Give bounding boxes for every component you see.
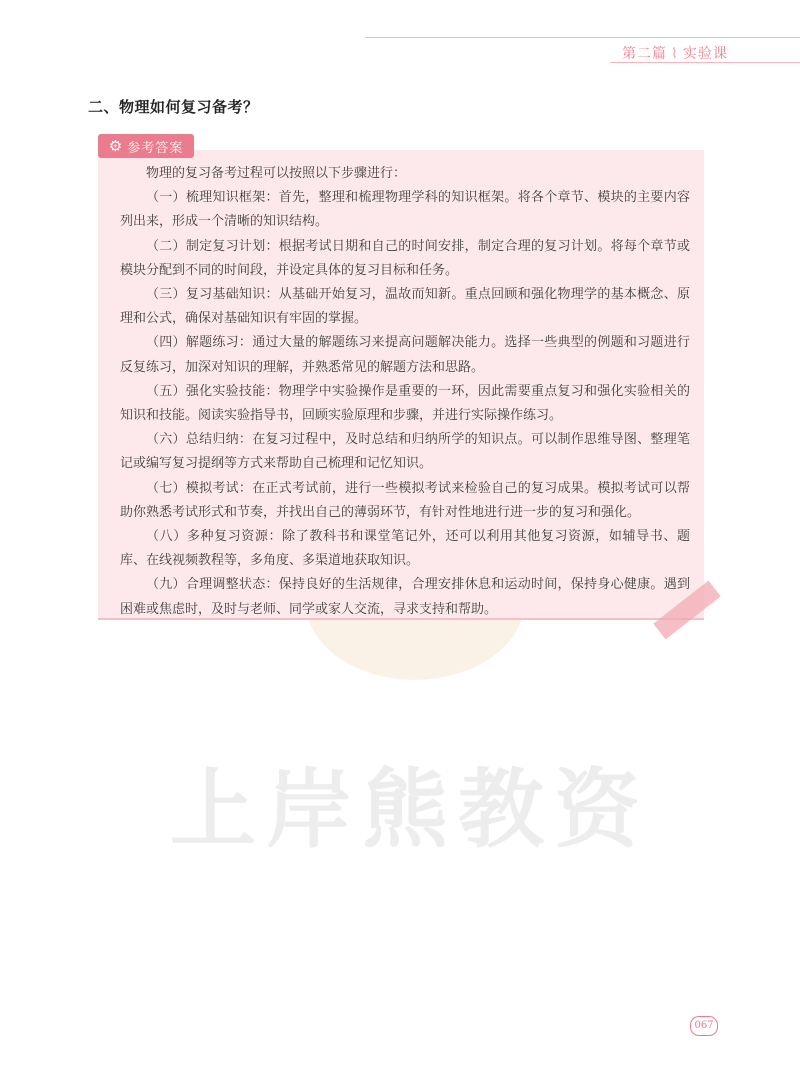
running-header [622,43,728,63]
paragraph-intro: 物理的复习备考过程可以按照以下步骤进行： [146,166,407,181]
paragraph-step-4: （四）解题练习：通过大量的解题练习来提高问题解决能力。选择一些典型的例题和习题进行反复练习，加深对知识的理解，并熟悉常见的解题方法和思路。 [120,335,690,375]
paragraph-step-1: （一）梳理知识框架：首先，整理和梳理物理学科的知识框架。将各个章节、模块的主要内容列出来，形成一个清晰的知识结构。 [120,190,690,230]
paragraph-step-7: （七）模拟考试：在正式考试前，进行一些模拟考试来检验自己的复习成果。模拟考试可以帮助你熟悉考试形式和节奏，并找出自己的薄弱环节，有针对性地进行进一步的复习和强化。 [120,480,690,520]
paragraph-step-9: （九）合理调整状态：保持良好的生活规律，合理安排休息和运动时间，保持身心健康。遇到困难或焦虑时，及时与老师、同学或家人交流，寻求支持和帮助。 [120,577,690,617]
paragraph-step-5: （五）强化实验技能：物理学中实验操作是重要的一环，因此需要重点复习和强化实验相关的知识和技能。阅读实验指导书，回顾实验原理和步骤，并进行实际操作练习。 [120,383,690,424]
paragraph-step-8: （八）多种复习资源：除了教科书和课堂笔记外，还可以利用其他复习资源，如辅导书、题库、在线视频教程等，多角度、多渠道地获取知识。 [120,529,690,569]
page-number: 067 [690,1016,718,1036]
paragraph-step-6: （六）总结归纳：在复习过程中，及时总结和归纳所学的知识点。可以制作思维导图、整理笔记或编写复习提纲等方式来帮助自己梳理和记忆知识。 [120,432,690,472]
watermark-text: 上岸熊教资 [170,760,650,860]
header-section: 实验课 [682,46,728,62]
paragraph-step-3: （三）复习基础知识：从基础开始复习，温故而知新。重点回顾和强化物理学的基本概念、原理和公式，确保对基础知识有牢固的掌握。 [120,287,690,327]
header-separator-icon: ⌇ [671,46,679,62]
answer-content [120,162,690,622]
answer-tag [98,134,194,158]
header-part: 第二篇 [622,46,667,62]
answer-tag-label: 参考答案 [127,140,184,156]
paragraph-step-2: （二）制定复习计划：根据考试日期和自己的时间安排，制定合理的复习计划。将每个章节或模块分配到不同的时间段，并设定具体的复习目标和任务。 [120,238,690,278]
gear-icon: ⚙ [108,137,124,155]
question-title: 二、物理如何复习备考？ [88,98,259,116]
header-rule [365,37,800,38]
